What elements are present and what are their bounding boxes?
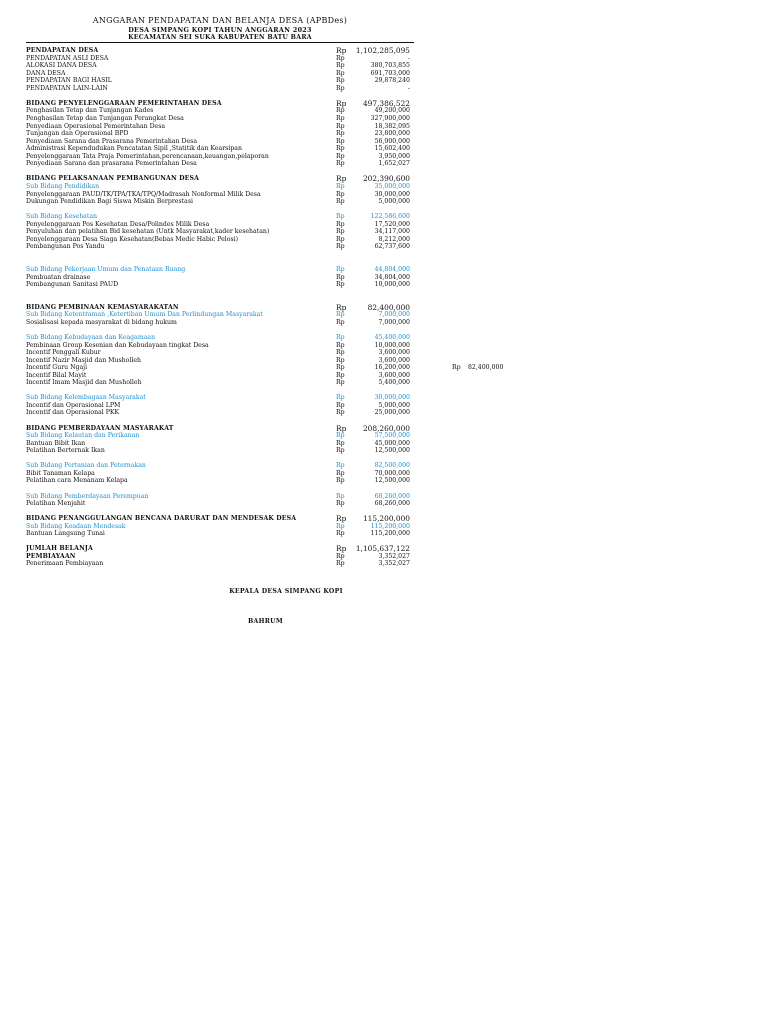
row-currency: Rp xyxy=(336,341,345,349)
row-amount: 3,352,027 xyxy=(378,560,410,568)
row-label: Administrasi Kependudukan Pencatatan Sipil ,Statitik dan Kearsipan xyxy=(26,145,242,153)
row-label: Sub Bidang Pendidikan xyxy=(26,182,100,190)
row-currency: Rp xyxy=(336,401,345,409)
row-label: Bibit Tanaman Kelapa xyxy=(26,469,95,477)
row-currency: Rp xyxy=(336,235,345,243)
side-note-total xyxy=(452,364,503,372)
row-amount: 49,200,000 xyxy=(374,107,410,115)
row-amount: 34,804,000 xyxy=(374,273,410,281)
row-currency: Rp xyxy=(336,137,345,145)
row-label: BIDANG PEMBINAAN KEMASYARAKATAN xyxy=(26,303,179,311)
row-label: PEMBIAYAAN xyxy=(26,552,76,560)
row-currency: Rp xyxy=(336,84,345,92)
row-label: Penyuluhan dan pelatihan Bid kesehatan (Untk Masyarakat,kader kesehatan) xyxy=(26,228,270,236)
row-label: Sub Bidang Kebudayaan dan Keagamaan xyxy=(26,333,156,341)
row-amount: 115,200,000 xyxy=(370,522,410,530)
side-note-amount: 82,400,000 xyxy=(467,364,504,371)
table-row xyxy=(0,85,768,93)
table-row xyxy=(0,379,768,387)
table-row xyxy=(0,447,768,455)
row-label: Sub Bidang Keadaan Mendesak xyxy=(26,522,126,530)
row-amount: 3,600,000 xyxy=(378,356,410,364)
row-amount: 3,600,000 xyxy=(378,349,410,356)
row-currency: Rp xyxy=(336,302,347,312)
row-currency: Rp xyxy=(336,522,345,530)
signature-name: BAHRUM xyxy=(247,618,284,625)
row-currency: Rp xyxy=(336,469,345,477)
row-amount: 70,000,000 xyxy=(374,469,410,477)
row-label: Incentif Bilal Mayit xyxy=(26,371,87,379)
row-amount: - xyxy=(407,54,410,62)
row-label: Penyelenggaraan Pos Kesehatan Desa/Polindes Milik Desa xyxy=(26,220,210,228)
row-amount: 62,737,600 xyxy=(374,243,410,251)
row-label: Pembinaan Group Kesenian dan Kebudayaan tingkat Desa xyxy=(26,341,209,349)
row-label: Pembangunan Pos Yandu xyxy=(26,243,105,251)
row-amount: 25,000,000 xyxy=(374,409,410,417)
row-label: ALOKASI DANA DESA xyxy=(26,62,97,70)
row-label: Sub Bidang Kesehatan xyxy=(26,213,98,221)
row-label: Pelatihan cara Menanam Kelapa xyxy=(26,477,128,485)
row-label: Penyelenggaraan PAUD/TK/TPA/TKA/TPQ/Madrasah Nonformal Milik Desa xyxy=(26,190,261,198)
row-amount: 3,600,000 xyxy=(378,371,410,379)
row-currency: Rp xyxy=(336,379,345,387)
row-label: Pelatihan Menjahit xyxy=(26,500,86,507)
row-label: Penyediaan Sarana dan Prasarana Pemerintahan Desa xyxy=(26,137,198,145)
document-title: ANGGARAN PENDAPATAN DAN BELANJA DESA (APBDes) xyxy=(92,16,348,25)
row-amount: 497,386,522 xyxy=(362,98,410,108)
row-label: Penyediaan Operasional Pemerintahan Desa xyxy=(26,122,166,130)
row-currency: Rp xyxy=(336,98,347,108)
row-label: Incentif dan Operasional LPM xyxy=(26,401,121,409)
row-label: Incentif Guru Ngaji xyxy=(26,364,88,372)
row-amount: 691,703,000 xyxy=(370,69,410,77)
row-amount: 7,000,000 xyxy=(378,311,410,319)
row-currency: Rp xyxy=(336,409,345,417)
row-amount: 10,000,000 xyxy=(374,341,410,349)
row-currency: Rp xyxy=(336,46,347,55)
row-label: PENDAPATAN DESA xyxy=(26,47,99,54)
table-row xyxy=(0,560,768,568)
row-amount: 23,800,000 xyxy=(374,130,410,137)
row-amount: 16,200,000 xyxy=(374,364,410,372)
row-amount: 12,500,000 xyxy=(374,477,410,485)
row-currency: Rp xyxy=(336,198,345,205)
row-currency: Rp xyxy=(336,114,345,122)
row-amount: 68,260,000 xyxy=(374,492,410,500)
row-amount: 45,000,000 xyxy=(374,439,410,447)
row-amount: 57,500,000 xyxy=(374,432,410,440)
row-amount: 44,804,000 xyxy=(374,266,410,273)
table-row xyxy=(0,160,768,168)
row-currency: Rp xyxy=(336,423,347,433)
row-amount: 1,105,637,122 xyxy=(355,544,410,554)
row-label: Bantuan Bibit Ikan xyxy=(26,439,86,447)
row-currency: Rp xyxy=(336,130,345,137)
row-currency: Rp xyxy=(336,477,345,485)
row-amount: 29,878,240 xyxy=(374,77,410,85)
row-currency: Rp xyxy=(336,432,345,440)
row-currency: Rp xyxy=(336,174,347,184)
header-divider xyxy=(26,42,414,43)
row-currency: Rp xyxy=(336,152,345,160)
table-row xyxy=(0,243,768,251)
row-amount: 30,000,000 xyxy=(374,394,410,402)
row-currency: Rp xyxy=(336,243,345,251)
row-label: Penyediaan Sarana dan prasarana Pemerintahan Desa xyxy=(26,160,197,168)
row-currency: Rp xyxy=(336,371,345,379)
row-label: Dukungan Pendidikan Bagi Siswa Miskin Berprestasi xyxy=(26,198,193,205)
row-currency: Rp xyxy=(336,530,345,538)
row-currency: Rp xyxy=(336,500,345,507)
row-currency: Rp xyxy=(336,447,345,455)
row-label: Sub Bidang Kelautan dan Perikanan xyxy=(26,432,140,440)
row-amount: 68,260,000 xyxy=(374,500,410,507)
row-amount: 5,000,000 xyxy=(378,401,410,409)
row-label: PENDAPATAN BAGI HASIL xyxy=(26,77,112,85)
row-amount: 10,000,000 xyxy=(374,281,410,289)
row-amount: 56,900,000 xyxy=(374,137,410,145)
row-currency: Rp xyxy=(336,356,345,364)
row-label: JUMLAH BELANJA xyxy=(26,545,93,553)
row-label: Penerimaan Pembiayaan xyxy=(26,560,104,568)
row-label: BIDANG PENYELENGGARAAN PEMERINTAHAN DESA xyxy=(26,99,222,107)
row-label: DANA DESA xyxy=(26,69,66,77)
row-amount: 5,000,000 xyxy=(378,198,410,205)
row-currency: Rp xyxy=(336,160,345,168)
row-currency: Rp xyxy=(336,333,345,341)
row-label: Penyelenggaraan Desa Siaga Kesehatan(Bebas Medic Habic Pelosi) xyxy=(26,235,239,243)
row-currency: Rp xyxy=(336,122,345,130)
row-currency: Rp xyxy=(336,281,345,289)
row-currency: Rp xyxy=(336,228,345,236)
row-amount: 82,500,000 xyxy=(374,462,410,470)
row-currency: Rp xyxy=(336,318,345,326)
row-currency: Rp xyxy=(336,220,345,228)
row-label: Sub Bidang Kelembagaan Masyarakat xyxy=(26,394,146,402)
row-currency: Rp xyxy=(336,145,345,153)
row-amount: 18,382,095 xyxy=(374,122,410,130)
table-row xyxy=(0,409,768,417)
table-row xyxy=(0,530,768,538)
row-amount: 208,260,000 xyxy=(362,423,410,433)
row-label: BIDANG PEMBERDAYAAN MASYARAKAT xyxy=(26,424,174,432)
row-currency: Rp xyxy=(336,266,345,273)
table-row xyxy=(0,319,768,327)
row-currency: Rp xyxy=(336,462,345,470)
row-label: Penghasilan Tetap dan Tunjangan Perangkat Desa xyxy=(26,114,184,122)
row-amount: 327,900,000 xyxy=(370,114,410,122)
row-amount: 30,000,000 xyxy=(374,190,410,198)
row-currency: Rp xyxy=(336,552,345,560)
row-amount: 115,200,000 xyxy=(362,514,410,524)
row-amount: 1,652,027 xyxy=(378,160,410,168)
row-label: Incentif Nazir Masjid dan Musholleh xyxy=(26,356,141,364)
document-subtitle: DESA SIMPANG KOPI TAHUN ANGGARAN 2023 xyxy=(128,26,312,34)
table-row xyxy=(0,198,768,206)
row-label: BIDANG PELAKSANAAN PEMBANGUNAN DESA xyxy=(26,175,200,183)
row-currency: Rp xyxy=(336,560,345,568)
row-currency: Rp xyxy=(336,190,345,198)
row-label: Sosialisasi kepada masyarakat di bidang hukum xyxy=(26,318,177,326)
row-currency: Rp xyxy=(336,62,345,70)
row-amount: 7,000,000 xyxy=(378,318,410,326)
row-amount: 12,500,000 xyxy=(374,447,410,455)
row-currency: Rp xyxy=(336,439,345,447)
row-currency: Rp xyxy=(336,107,345,115)
row-amount: 5,400,000 xyxy=(378,379,410,387)
row-amount: 8,212,000 xyxy=(378,235,410,243)
row-currency: Rp xyxy=(336,349,345,356)
row-amount: 34,117,000 xyxy=(374,228,410,236)
row-currency: Rp xyxy=(336,311,345,319)
row-label: BIDANG PENANGGULANGAN BENCANA DARURAT DAN MENDESAK DESA xyxy=(26,515,297,523)
row-amount: 15,602,400 xyxy=(374,145,410,153)
table-row xyxy=(0,500,768,508)
row-currency: Rp xyxy=(336,77,345,85)
row-label: Sub Bidang Ketentraman ,Ketertiban Umum Dan Perlindungan Masyarakat xyxy=(26,311,263,319)
document-location: KECAMATAN SEI SUKA KABUPATEN BATU BARA xyxy=(128,34,312,41)
row-amount: 202,390,600 xyxy=(362,174,410,184)
row-label: Incentif dan Operasional PKK xyxy=(26,409,120,417)
row-currency: Rp xyxy=(336,273,345,281)
row-label: Tunjangan dan Operasional BPD xyxy=(26,130,129,137)
row-label: Pelatihan Berternak Ikan xyxy=(26,447,105,455)
row-amount: 17,520,000 xyxy=(374,220,410,228)
row-currency: Rp xyxy=(336,364,345,372)
row-label: Penyelenggaraan Tata Praja Pemerintahan,perencanaan,keuangan,pelaporan xyxy=(26,152,269,160)
row-currency: Rp xyxy=(336,514,347,524)
side-note-currency: Rp xyxy=(452,364,461,371)
row-label: Incentif Imam Masjid dan Musholleh xyxy=(26,379,142,387)
table-row xyxy=(0,281,768,289)
row-currency: Rp xyxy=(336,182,345,190)
row-label: Sub Bidang Pertanian dan Peternakan xyxy=(26,462,146,470)
row-label: Bantuan Langsung Tunai xyxy=(26,530,105,538)
row-label: Sub Bidang Pemberdayaan Perempuan xyxy=(26,492,149,500)
row-amount: 3,950,000 xyxy=(378,152,410,160)
row-amount: 122,586,600 xyxy=(370,213,410,221)
row-currency: Rp xyxy=(336,213,345,221)
row-currency: Rp xyxy=(336,69,345,77)
row-amount: 380,703,855 xyxy=(370,62,410,70)
row-amount: 45,400,000 xyxy=(374,333,410,341)
row-currency: Rp xyxy=(336,544,347,554)
row-label: Pembangunan Sanitasi PAUD xyxy=(26,281,119,289)
row-amount: 3,352,027 xyxy=(378,552,410,560)
row-amount: 35,000,000 xyxy=(374,182,410,190)
row-label: Pembuatan drainase xyxy=(26,273,91,281)
row-amount: 1,102,285,095 xyxy=(355,46,410,55)
row-currency: Rp xyxy=(336,492,345,500)
row-amount: - xyxy=(407,84,410,92)
row-label: Incentif Penggali Kubur xyxy=(26,349,101,356)
row-currency: Rp xyxy=(336,394,345,402)
row-label: Penghasilan Tetap dan Tunjangan Kades xyxy=(26,107,154,115)
row-label: PENDAPATAN LAIN-LAIN xyxy=(26,84,108,92)
row-currency: Rp xyxy=(336,54,345,62)
row-label: PENDAPATAN ASLI DESA xyxy=(26,54,109,62)
row-amount: 82,400,000 xyxy=(367,302,410,312)
table-row xyxy=(0,477,768,485)
row-label: Sub Bidang Pekerjaan Umum dan Penataan Ruang xyxy=(26,266,186,273)
row-amount: 115,200,000 xyxy=(370,530,410,538)
signature-role: KEPALA DESA SIMPANG KOPI xyxy=(229,588,343,595)
